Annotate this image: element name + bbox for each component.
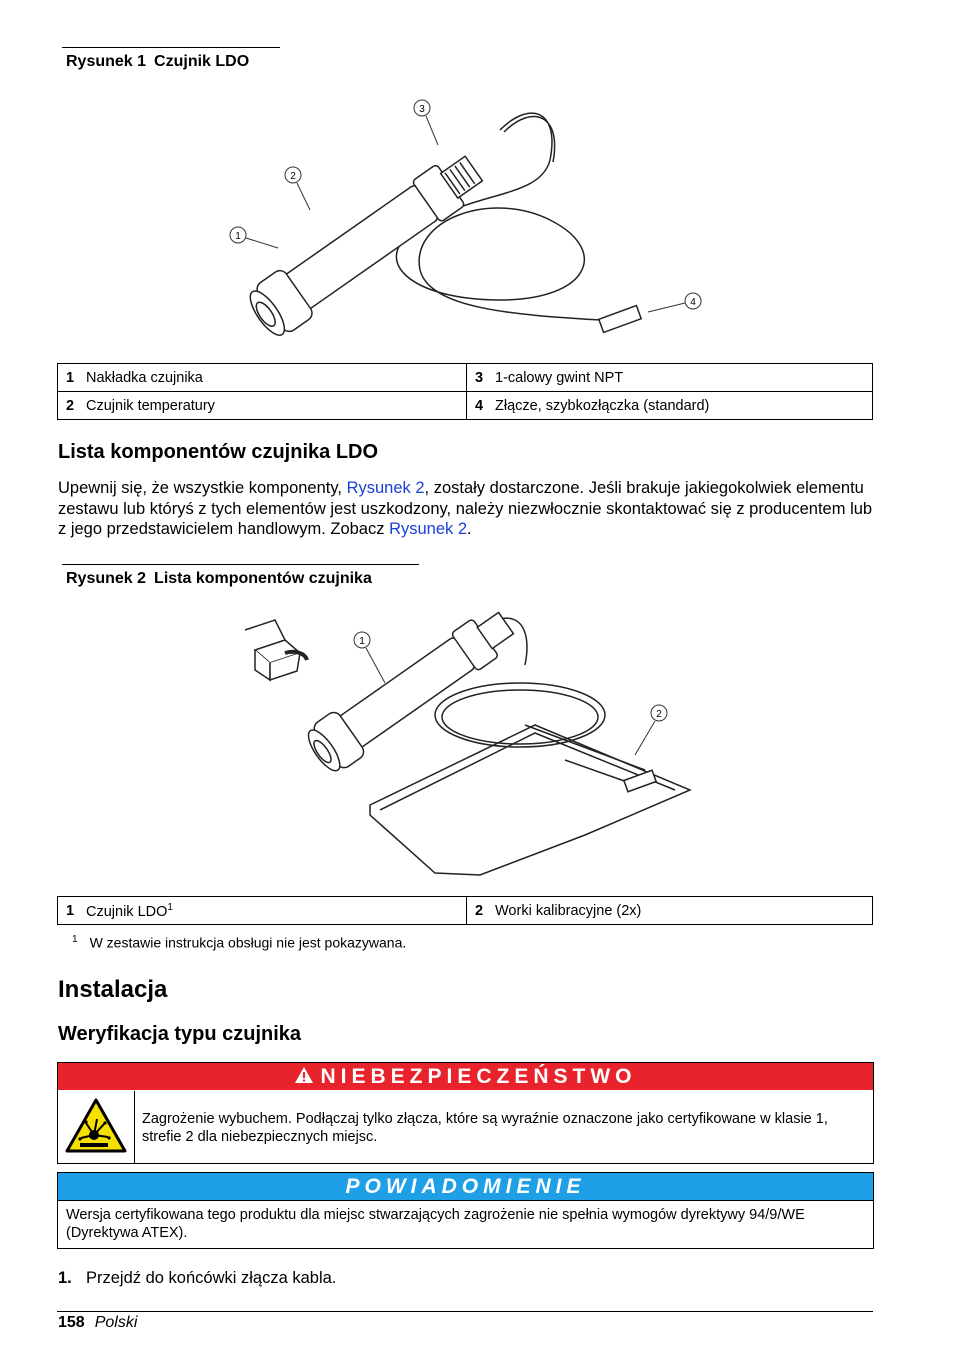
legend-cell xyxy=(58,897,467,925)
footer xyxy=(58,1314,137,1332)
footnote-mark: 1 xyxy=(72,934,78,945)
legend-text: Nakładka czujnika xyxy=(86,369,203,386)
figure2-link[interactable]: Rysunek 2 xyxy=(346,479,425,497)
notice-text: Wersja certyfikowana tego produktu dla miejsc stwarzających zagrożenie nie spełnia wymogów dyrektywy 94/9/WE (Dyrektywa ATEX). xyxy=(66,1207,805,1241)
figure1-legend xyxy=(57,363,873,420)
figure2-label: Rysunek 2 xyxy=(66,570,147,587)
installation-heading: Instalacja xyxy=(58,976,168,1003)
legend-num: 2 xyxy=(66,397,75,414)
para-text: . xyxy=(467,520,472,538)
legend-num: 1 xyxy=(66,903,75,920)
danger-text: Zagrożenie wybuchem. Podłączaj tylko złącza, które są wyraźnie oznaczone jako certyfikowane w klasie 1, strefie 2 dla niebezpiecznych miejsc. xyxy=(142,1111,828,1145)
fig2-callout-1: 1 xyxy=(359,636,365,647)
figure2-illustration xyxy=(235,605,705,890)
legend-num: 3 xyxy=(475,369,484,386)
para-text: Upewnij się, że wszystkie komponenty, xyxy=(58,479,347,497)
legend-text: Czujnik LDO xyxy=(86,903,168,920)
legend-cell xyxy=(467,392,873,420)
legend-cell xyxy=(58,392,467,420)
figure1-label: Rysunek 1 xyxy=(66,53,147,70)
footnote xyxy=(72,934,406,951)
fig1-callout-3: 3 xyxy=(419,104,425,115)
components-paragraph xyxy=(58,478,873,540)
danger-header xyxy=(58,1063,873,1090)
footer-rule xyxy=(57,1311,873,1312)
figure1-caption: Czujnik LDO xyxy=(154,53,250,70)
components-heading: Lista komponentów czujnika LDO xyxy=(58,441,379,463)
table-row xyxy=(58,364,873,392)
figure2-caption: Lista komponentów czujnika xyxy=(154,570,372,587)
step-item xyxy=(58,1268,336,1289)
step-number: 1. xyxy=(58,1269,72,1287)
figure2-title xyxy=(62,564,419,588)
danger-title: NIEBEZPIECZEŃSTWO xyxy=(320,1065,637,1088)
danger-icon-cell xyxy=(58,1091,135,1163)
table-row xyxy=(58,392,873,420)
fig1-callout-1: 1 xyxy=(235,231,241,242)
legend-text: Worki kalibracyjne (2x) xyxy=(495,902,642,919)
table-row xyxy=(58,897,873,925)
figure1-title xyxy=(62,47,280,71)
legend-text: Złącze, szybkozłączka (standard) xyxy=(495,397,710,414)
notice-box xyxy=(57,1172,874,1249)
warning-triangle-icon xyxy=(294,1064,314,1091)
footer-language: Polski xyxy=(94,1314,138,1331)
legend-num: 2 xyxy=(475,902,484,919)
legend-text: 1-calowy gwint NPT xyxy=(495,369,624,386)
step-text: Przejdź do końcówki złącza kabla. xyxy=(86,1269,337,1287)
legend-num: 4 xyxy=(475,397,484,414)
footnote-ref: 1 xyxy=(167,901,173,913)
figure1-illustration xyxy=(170,90,730,360)
explosion-warning-icon xyxy=(64,1097,128,1155)
sensor-type-heading: Weryfikacja typu czujnika xyxy=(58,1023,302,1045)
legend-cell xyxy=(58,364,467,392)
legend-text: Czujnik temperatury xyxy=(86,397,215,414)
legend-cell xyxy=(467,364,873,392)
legend-cell xyxy=(467,897,873,925)
fig1-callout-2: 2 xyxy=(290,171,296,182)
footnote-text: W zestawie instrukcja obsługi nie jest pokazywana. xyxy=(89,934,407,951)
danger-box xyxy=(57,1062,874,1164)
legend-num: 1 xyxy=(66,369,75,386)
fig2-callout-2: 2 xyxy=(656,709,662,720)
page-number: 158 xyxy=(58,1314,85,1331)
figure2-legend xyxy=(57,896,873,925)
para-text: , zostały dostarczone. Jeśli brakuje jakiegokolwiek elementu zestawu lub któryś z tych elementów jest uszkodzony, należy niezwłocznie skontaktować się z producentem lub z jego przedstawicielem handlowym. Zobacz xyxy=(58,479,873,538)
figure2-link[interactable]: Rysunek 2 xyxy=(389,520,468,538)
fig1-callout-4: 4 xyxy=(690,297,696,308)
notice-header: POWIADOMIENIE xyxy=(58,1173,873,1201)
